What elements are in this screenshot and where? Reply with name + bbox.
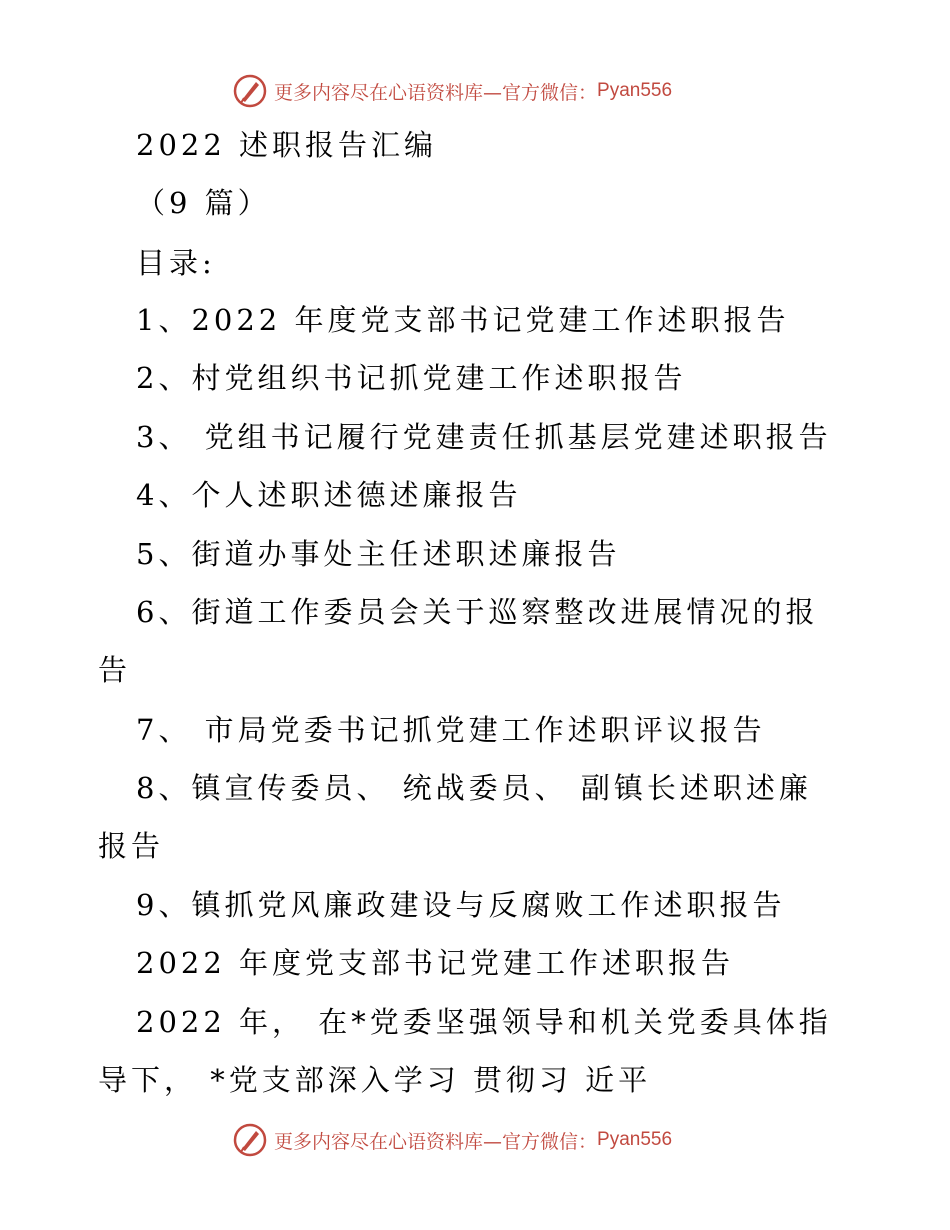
banner-text: 更多内容尽在心语资料库—官方微信： — [274, 81, 598, 104]
toc-item: 4、个人述职述德述廉报告 — [136, 478, 522, 512]
document-count: （9 篇） — [136, 186, 271, 220]
toc-item-continuation: 告 — [98, 653, 132, 687]
wechat-id: Pyan556 — [597, 80, 673, 101]
body-paragraph-line: 导下， *党支部深入学习 贯彻习 近平 — [98, 1063, 652, 1097]
banner-text: 更多内容尽在心语资料库—官方微信： — [274, 1130, 598, 1153]
toc-item: 6、街道工作委员会关于巡察整改进展情况的报 — [136, 595, 819, 629]
quill-pen-logo-icon — [232, 1122, 268, 1158]
header-banner — [232, 71, 752, 111]
toc-item: 1、2022 年度党支部书记党建工作述职报告 — [136, 303, 790, 337]
toc-item: 2、村党组织书记抓党建工作述职报告 — [136, 361, 687, 395]
toc-item: 5、街道办事处主任述职述廉报告 — [136, 537, 621, 571]
body-paragraph-line: 2022 年， 在*党委坚强领导和机关党委具体指 — [136, 1005, 832, 1039]
toc-item: 9、镇抓党风廉政建设与反腐败工作述职报告 — [136, 888, 786, 922]
section-title: 2022 年度党支部书记党建工作述职报告 — [136, 946, 735, 980]
wechat-id: Pyan556 — [597, 1129, 673, 1150]
toc-label: 目录: — [136, 246, 216, 280]
document-title: 2022 述职报告汇编 — [136, 128, 438, 162]
toc-item: 3、 党组书记履行党建责任抓基层党建述职报告 — [136, 420, 832, 454]
quill-pen-logo-icon — [232, 73, 268, 109]
toc-item: 7、 市局党委书记抓党建工作述职评议报告 — [136, 713, 766, 747]
toc-item: 8、镇宣传委员、 统战委员、 副镇长述职述廉 — [136, 771, 812, 805]
footer-banner — [232, 1120, 752, 1160]
toc-item-continuation: 报告 — [98, 829, 165, 863]
